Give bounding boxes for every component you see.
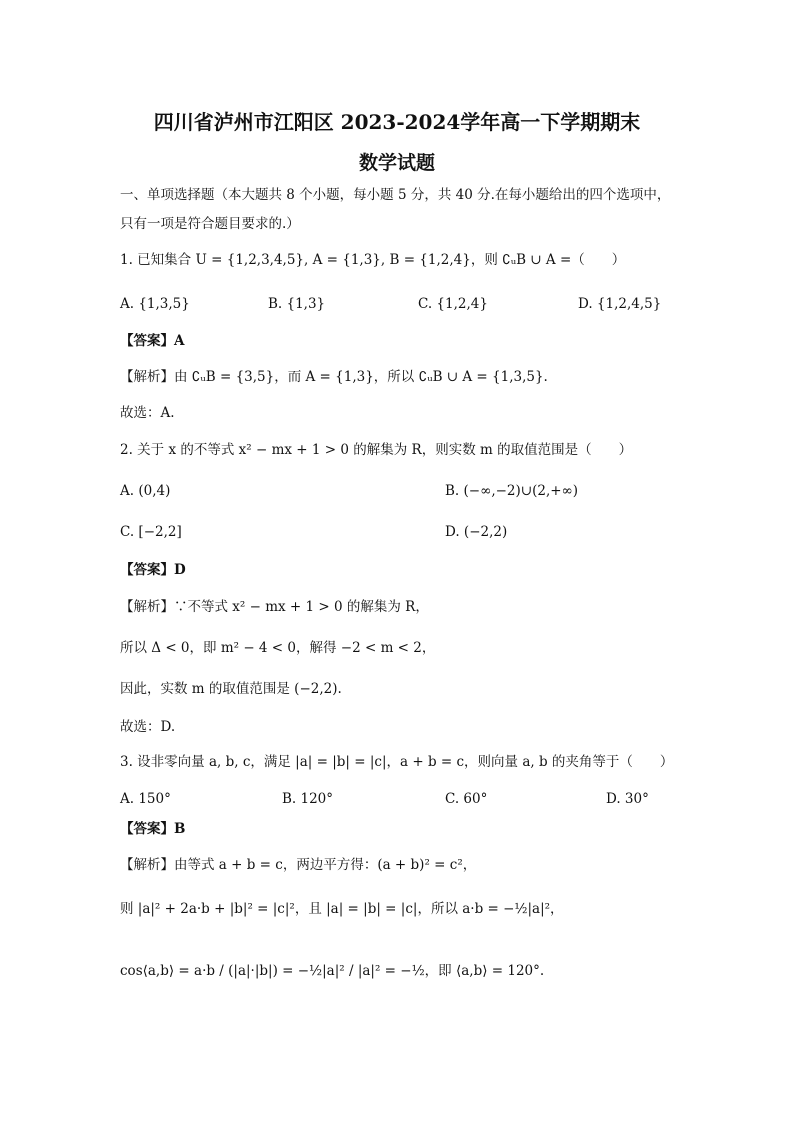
q3-option-a: A. 150° [120,791,171,807]
page-title: 四川省泸州市江阳区 2023-2024学年高一下学期期末 [153,110,641,134]
q2-option-c: C. [−2,2] [120,524,182,540]
q1-option-d: D. {1,2,4,5} [578,296,662,312]
q3-option-b: B. 120° [282,791,334,807]
q3-answer: 【答案】B [120,821,186,837]
q2-option-b: B. (−∞,−2)∪(2,+∞) [445,483,579,499]
q2-analysis-1: 【解析】∵不等式 x² − mx + 1 > 0 的解集为 R， [120,599,429,615]
q2-option-a: A. (0,4) [120,483,171,499]
q1-option-c: C. {1,2,4} [418,296,488,312]
page-subtitle: 数学试题 [358,152,435,174]
q2-answer: 【答案】D [120,562,186,578]
q3-stem: 3. 设非零向量 a, b, c，满足 |a| = |b| = |c|，a + b = c，则向量 a, b 的夹角等于（ ） [120,754,674,770]
q3-analysis-2: 则 |a|² + 2a·b + |b|² = |c|²，且 |a| = |b| = |c|，所以 a·b = −½|a|²， [120,901,564,917]
q2-stem: 2. 关于 x 的不等式 x² − mx + 1 > 0 的解集为 R，则实数 m 的取值范围是（ ） [120,442,633,458]
q3-option-d: D. 30° [606,791,649,807]
q1-answer: 【答案】A [120,333,185,349]
q2-analysis-3: 因此，实数 m 的取值范围是 (−2,2). [120,681,342,697]
section-heading-line2: 只有一项是符合题目要求的.） [120,216,300,232]
q1-stem: 1. 已知集合 U = {1,2,3,4,5}, A = {1,3}, B = {1,2,4}，则 ∁ᵤB ∪ A =（ ） [120,252,626,268]
q1-analysis: 【解析】由 ∁ᵤB = {3,5}，而 A = {1,3}，所以 ∁ᵤB ∪ A = {1,3,5}. [120,369,548,385]
q1-conclusion: 故选：A. [120,405,175,421]
q2-option-d: D. (−2,2) [445,524,508,540]
section-heading-line1: 一、单项选择题（本大题共 8 个小题，每小题 5 分，共 40 分.在每小题给出的四个选项中， [120,187,671,203]
q2-analysis-2: 所以 Δ < 0，即 m² − 4 < 0，解得 −2 < m < 2， [120,640,436,656]
q3-analysis-3: cos⟨a,b⟩ = a·b / (|a|·|b|) = −½|a|² / |a|² = −½，即 ⟨a,b⟩ = 120°. [120,963,545,979]
q2-conclusion: 故选：D. [120,719,176,735]
q3-analysis-1: 【解析】由等式 a + b = c，两边平方得：(a + b)² = c²， [120,857,477,873]
q3-option-c: C. 60° [445,791,488,807]
q1-option-a: A. {1,3,5} [120,296,190,312]
q1-option-b: B. {1,3} [268,296,326,312]
